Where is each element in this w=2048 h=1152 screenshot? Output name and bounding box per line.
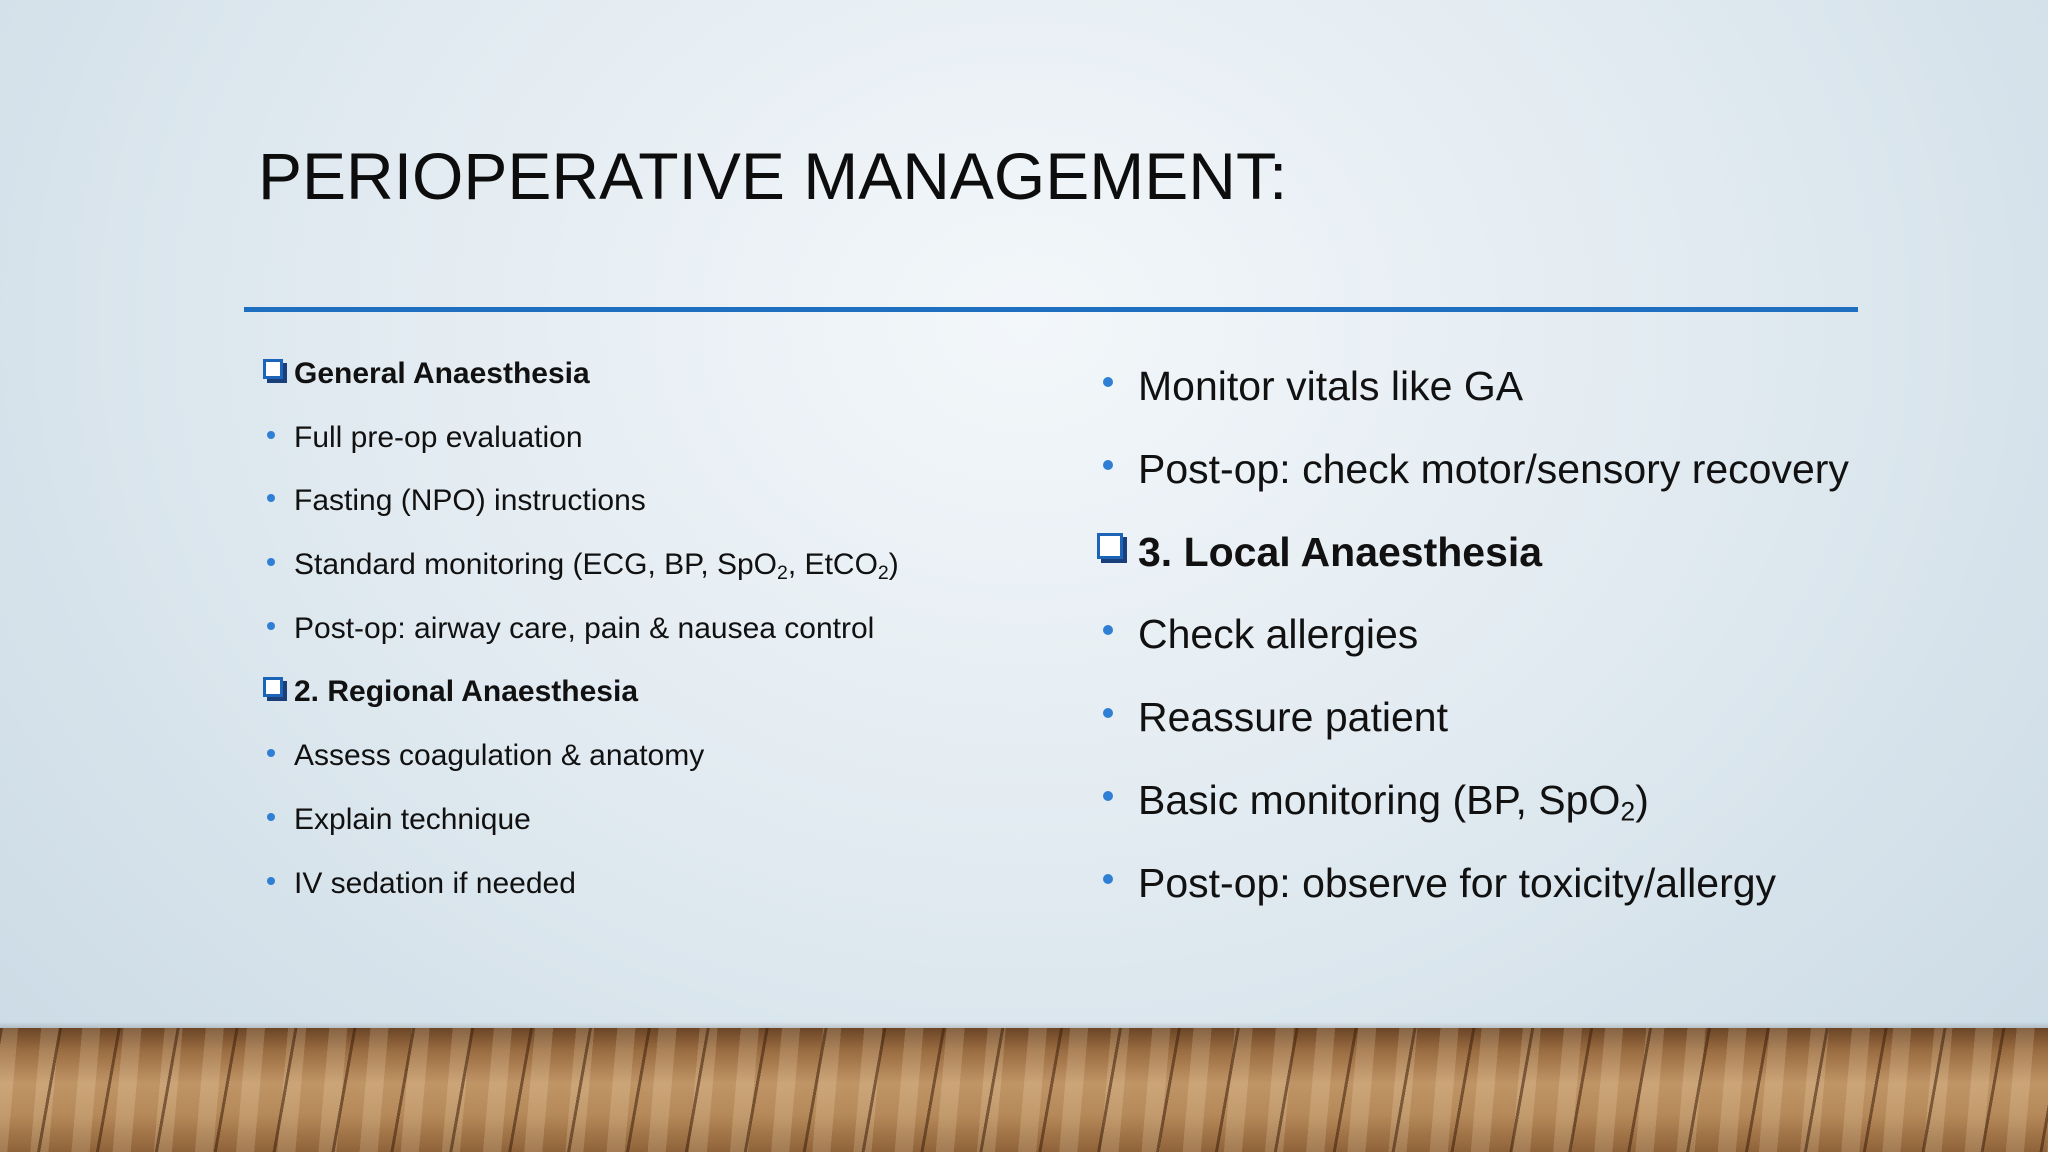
list-item bbox=[258, 798, 1038, 862]
slide-title: PERIOPERATIVE MANAGEMENT: bbox=[258, 139, 1288, 213]
list-item-heading bbox=[258, 670, 1038, 734]
checkbox-bullet-icon bbox=[1090, 524, 1138, 580]
bullet-dot-icon bbox=[258, 416, 294, 460]
list-item bbox=[258, 416, 1038, 480]
list-item-text: IV sedation if needed bbox=[294, 866, 576, 900]
left-column bbox=[258, 352, 1038, 925]
checkbox-bullet-icon bbox=[258, 670, 294, 714]
bullet-dot-icon bbox=[1090, 855, 1138, 911]
right-column bbox=[1090, 358, 1950, 938]
bullet-dot-icon bbox=[1090, 358, 1138, 414]
list-item-text: Assess coagulation & anatomy bbox=[294, 739, 705, 773]
bullet-dot-icon bbox=[258, 607, 294, 651]
list-item bbox=[1090, 358, 1950, 441]
bullet-dot-icon bbox=[258, 798, 294, 842]
list-item-text: Monitor vitals like GA bbox=[1138, 363, 1524, 409]
list-item bbox=[258, 607, 1038, 671]
list-item bbox=[258, 862, 1038, 926]
list-item-text: Standard monitoring (ECG, BP, SpO$_2$, EtCO$_2$) bbox=[294, 548, 899, 584]
list-heading-text: 3. Local Anaesthesia bbox=[1138, 528, 1543, 575]
checkbox-bullet-icon bbox=[258, 352, 294, 396]
bullet-dot-icon bbox=[1090, 689, 1138, 745]
list-item-text: Basic monitoring (BP, SpO$_2$) bbox=[1138, 776, 1649, 827]
list-heading-text: General Anaesthesia bbox=[294, 357, 590, 390]
list-item-text: Reassure patient bbox=[1138, 694, 1448, 741]
wood-floor-background bbox=[0, 1028, 2048, 1152]
list-item bbox=[258, 734, 1038, 798]
list-item-text: Fasting (NPO) instructions bbox=[294, 484, 646, 518]
bullet-dot-icon bbox=[258, 543, 294, 587]
list-item-heading bbox=[258, 352, 1038, 416]
list-item-text: Post-op: observe for toxicity/allergy bbox=[1138, 859, 1777, 906]
list-item bbox=[1090, 855, 1950, 938]
list-item-text: Post-op: airway care, pain & nausea control bbox=[294, 611, 875, 645]
bullet-dot-icon bbox=[1090, 772, 1138, 828]
list-item-text: Full pre-op evaluation bbox=[294, 420, 583, 454]
list-item bbox=[1090, 772, 1950, 855]
bullet-dot-icon bbox=[258, 734, 294, 778]
bullet-dot-icon bbox=[258, 479, 294, 523]
list-item-text: Post-op: check motor/sensory recovery bbox=[1138, 445, 1849, 492]
list-item bbox=[1090, 606, 1950, 689]
list-item-heading bbox=[1090, 524, 1950, 607]
bullet-dot-icon bbox=[1090, 606, 1138, 662]
list-item bbox=[1090, 689, 1950, 772]
list-item bbox=[258, 479, 1038, 543]
bullet-dot-icon bbox=[258, 862, 294, 906]
list-item-text: Check allergies bbox=[1138, 611, 1419, 658]
title-divider bbox=[244, 307, 1858, 312]
list-item bbox=[258, 543, 1038, 607]
list-heading-text: 2. Regional Anaesthesia bbox=[294, 675, 639, 709]
list-item-text: Explain technique bbox=[294, 802, 531, 836]
bullet-dot-icon bbox=[1090, 441, 1138, 497]
list-item bbox=[1090, 441, 1950, 524]
